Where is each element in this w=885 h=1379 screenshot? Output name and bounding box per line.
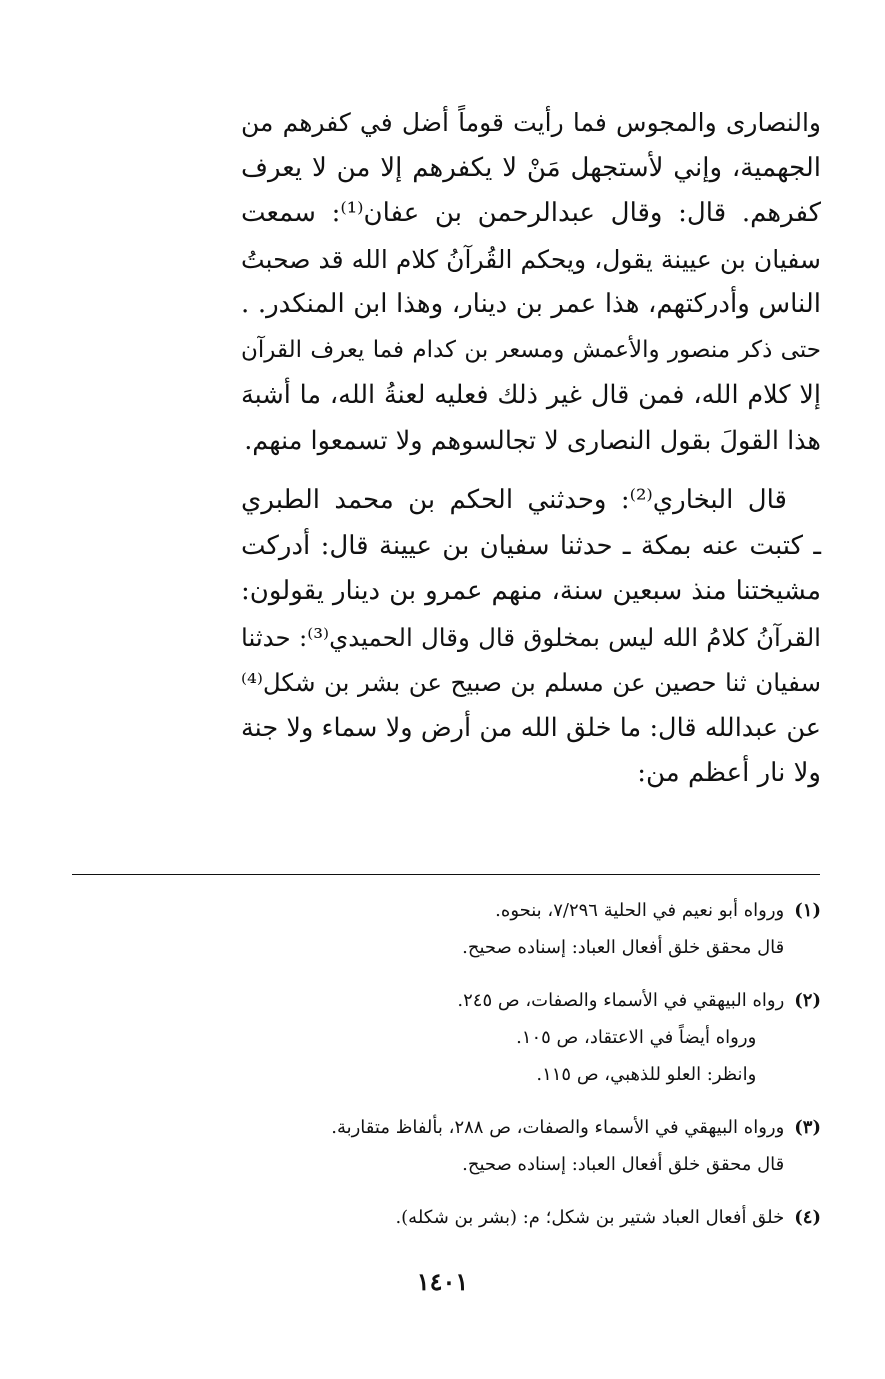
text-line: عن عبدالله قال: ما خلق الله من أرض ولا سماء ولا جنة — [241, 712, 821, 743]
text-line: والنصارى والمجوس فما رأيت قوماً أضل في كفرهم من — [241, 108, 821, 137]
footnote-number: (٢) — [794, 990, 821, 1011]
text-line: ولا نار أعظم من: — [637, 758, 821, 788]
footnote-body — [181, 892, 784, 966]
footnote-body — [181, 1199, 784, 1236]
footnote-line: وانظر: العلو للذهبي، ص ١١٥. — [536, 1064, 757, 1085]
paragraph — [241, 478, 821, 797]
footnote-body — [181, 1109, 784, 1183]
page-number: ١٤٠١ — [416, 1267, 469, 1296]
paragraph — [241, 100, 821, 464]
text-line: قال البخاري⁽²⁾: وحدثني الحكم بن محمد الطبري — [241, 485, 787, 515]
footnote-number: (٤) — [794, 1207, 821, 1228]
footnote — [181, 1199, 821, 1236]
text-line: مشيختنا منذ سبعين سنة، منهم عمرو بن دينار يقولون: — [241, 576, 821, 606]
text-line: القرآنُ كلامُ الله ليس بمخلوق قال وقال الحميدي⁽³⁾: حدثنا — [241, 622, 821, 652]
footnote-line: ورواه أبو نعيم في الحلية ٧/٢٩٦، بنحوه. — [495, 900, 785, 921]
text-line: الناس وأدركتهم، هذا عمر بن دينار، وهذا ابن المنكدر. . — [241, 289, 821, 319]
footnote — [181, 892, 821, 966]
text-line: الجهمية، وإني لأستجهل مَنْ لا يكفرهم إلا من لا يعرف — [241, 152, 821, 183]
footnote-line: ورواه البيهقي في الأسماء والصفات، ص ٢٨٨، بألفاظ متقاربة. — [331, 1117, 785, 1138]
footnote-line: خلق أفعال العباد شتير بن شكل؛ م: (بشر بن شكله). — [395, 1207, 785, 1228]
text-line: كفرهم. قال: وقال عبدالرحمن بن عفان⁽¹⁾: سمعت — [241, 198, 821, 228]
footnote-separator — [72, 874, 820, 875]
footnote-line: ورواه أيضاً في الاعتقاد، ص ١٠٥. — [516, 1027, 757, 1048]
text-line: سفيان بن عيينة يقول، ويحكم القُرآنُ كلام الله قد صحبتُ — [241, 244, 821, 274]
main-text — [241, 100, 821, 797]
footnote — [181, 982, 821, 1093]
text-line: ـ كتبت عنه بمكة ـ حدثنا سفيان بن عيينة قال: أدركت — [241, 530, 821, 561]
footnotes — [181, 892, 821, 1252]
text-line: إلا كلام الله، فمن قال غير ذلك فعليه لعنةُ الله، ما أشبهَ — [241, 380, 821, 410]
footnote-line: رواه البيهقي في الأسماء والصفات، ص ٢٤٥. — [457, 990, 785, 1011]
footnote — [181, 1109, 821, 1183]
footnote-line: قال محقق خلق أفعال العباد: إسناده صحيح. — [462, 1154, 785, 1175]
text-line: سفيان ثنا حصين عن مسلم بن صبيح عن بشر بن شكل⁽⁴⁾ — [241, 668, 821, 697]
text-line: هذا القولَ بقول النصارى لا تجالسوهم ولا تسمعوا منهم. — [244, 425, 821, 456]
footnote-body — [181, 982, 784, 1093]
text-line: حتى ذكر منصور والأعمش ومسعر بن كدام فما يعرف القرآن — [241, 336, 821, 363]
footnote-line: قال محقق خلق أفعال العباد: إسناده صحيح. — [462, 937, 785, 958]
footnote-number: (١) — [794, 900, 821, 921]
footnote-number: (٣) — [794, 1117, 821, 1138]
